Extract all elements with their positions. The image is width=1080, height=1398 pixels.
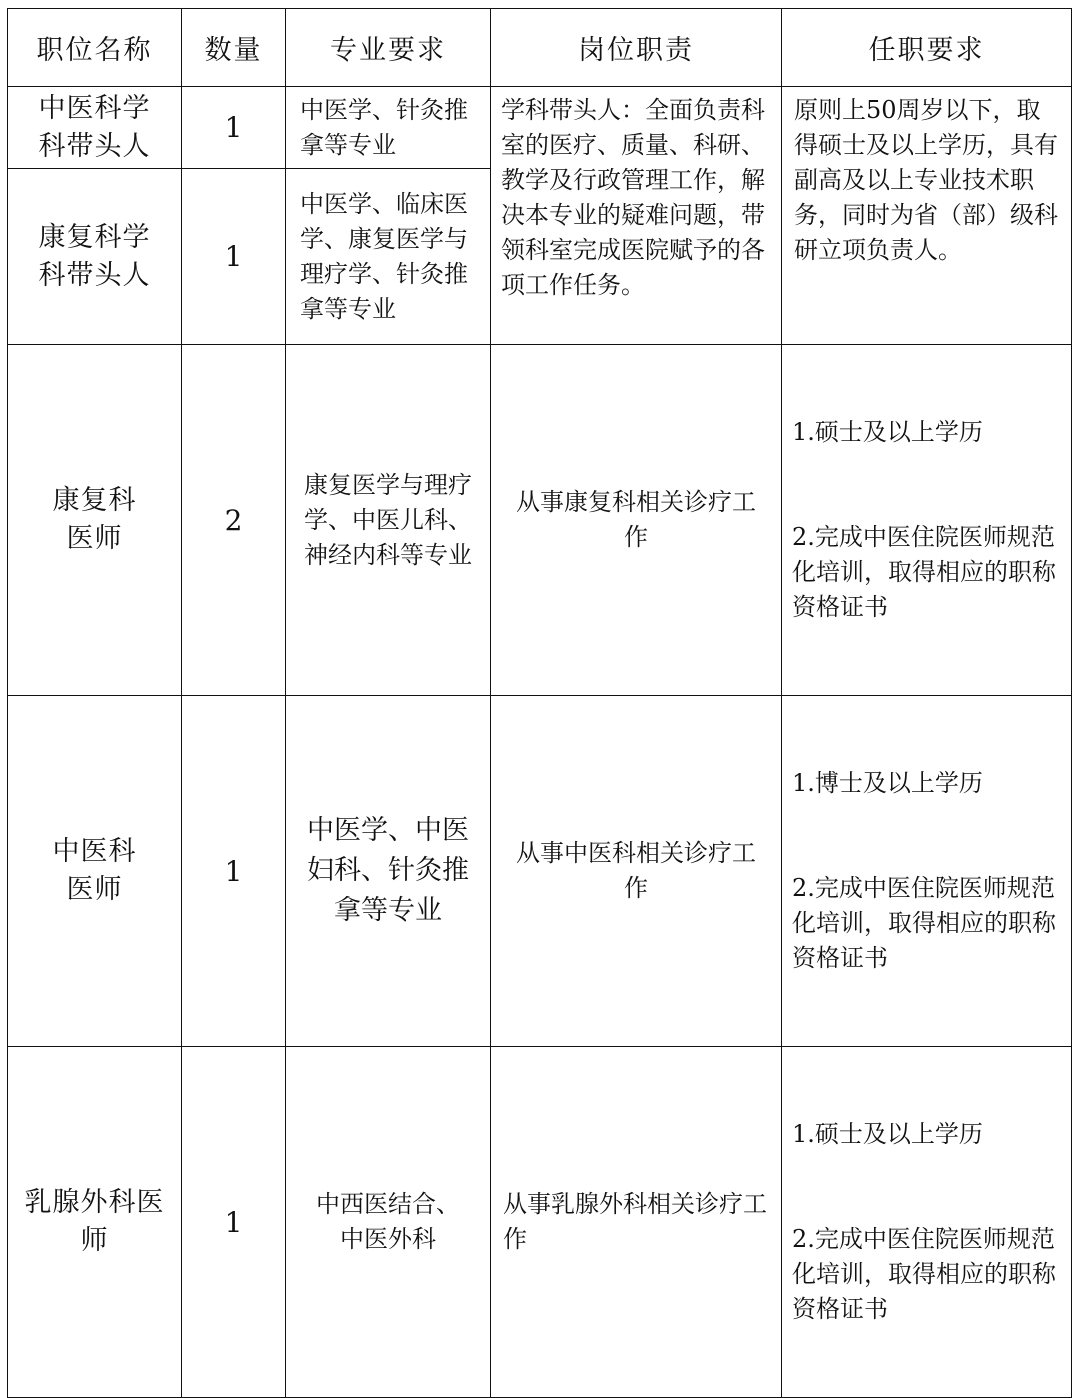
requirement-item: 1.硕士及以上学历 bbox=[792, 418, 983, 446]
position-name: 康复科学科带头人 bbox=[38, 221, 151, 291]
position-count: 2 bbox=[182, 345, 286, 696]
duty-text: 从事中医科相关诊疗工作 bbox=[516, 839, 756, 902]
header-row bbox=[8, 9, 1072, 87]
requirement-list bbox=[782, 1047, 1072, 1398]
position-name: 中医科学科带头人 bbox=[38, 92, 151, 162]
header-count: 数量 bbox=[182, 9, 286, 87]
requirement-item: 1.硕士及以上学历 bbox=[792, 1120, 983, 1148]
position-count: 1 bbox=[182, 1047, 286, 1398]
header-duty: 岗位职责 bbox=[491, 9, 782, 87]
requirement-item: 2.完成中医住院医师规范化培训，取得相应的职称资格证书 bbox=[792, 1225, 1056, 1323]
major-requirement: 中医学、临床医学、康复医学与理疗学、针灸推拿等专业 bbox=[300, 189, 468, 323]
shared-requirement: 原则上50周岁以下，取得硕士及以上学历，具有副高及以上专业技术职务，同时为省（部）级科研立项负责人。 bbox=[794, 96, 1058, 264]
major-requirement: 中医学、中医妇科、针灸推拿等专业 bbox=[307, 815, 469, 926]
major-requirement: 中西医结合、中医外科 bbox=[316, 1190, 460, 1253]
requirement-list bbox=[782, 696, 1072, 1047]
position-name: 康复科医师 bbox=[52, 485, 137, 554]
job-table bbox=[7, 8, 1072, 1398]
requirement-item: 2.完成中医住院医师规范化培训，取得相应的职称资格证书 bbox=[792, 523, 1056, 621]
table-row bbox=[8, 345, 1072, 696]
position-name: 乳腺外科医师 bbox=[24, 1187, 165, 1256]
table-row bbox=[8, 1047, 1072, 1398]
duty-text: 从事康复科相关诊疗工作 bbox=[516, 488, 756, 551]
duty-text: 从事乳腺外科相关诊疗工作 bbox=[503, 1190, 767, 1253]
header-requirement: 任职要求 bbox=[782, 9, 1072, 87]
major-requirement: 康复医学与理疗学、中医儿科、神经内科等专业 bbox=[304, 470, 472, 569]
major-requirement: 中医学、针灸推拿等专业 bbox=[300, 95, 468, 159]
position-count: 1 bbox=[182, 696, 286, 1047]
header-major: 专业要求 bbox=[286, 9, 491, 87]
table-row bbox=[8, 87, 1072, 169]
table-row bbox=[8, 696, 1072, 1047]
position-count: 1 bbox=[182, 169, 286, 345]
requirement-list bbox=[782, 345, 1072, 696]
shared-duty: 学科带头人：全面负责科室的医疗、质量、科研、教学及行政管理工作，解决本专业的疑难问题，带领科室完成医院赋予的各项工作任务。 bbox=[501, 96, 765, 299]
requirement-item: 2.完成中医住院医师规范化培训，取得相应的职称资格证书 bbox=[792, 874, 1056, 972]
position-count: 1 bbox=[182, 87, 286, 169]
requirement-item: 1.博士及以上学历 bbox=[792, 769, 983, 797]
position-name: 中医科医师 bbox=[52, 836, 137, 905]
header-name: 职位名称 bbox=[8, 9, 182, 87]
